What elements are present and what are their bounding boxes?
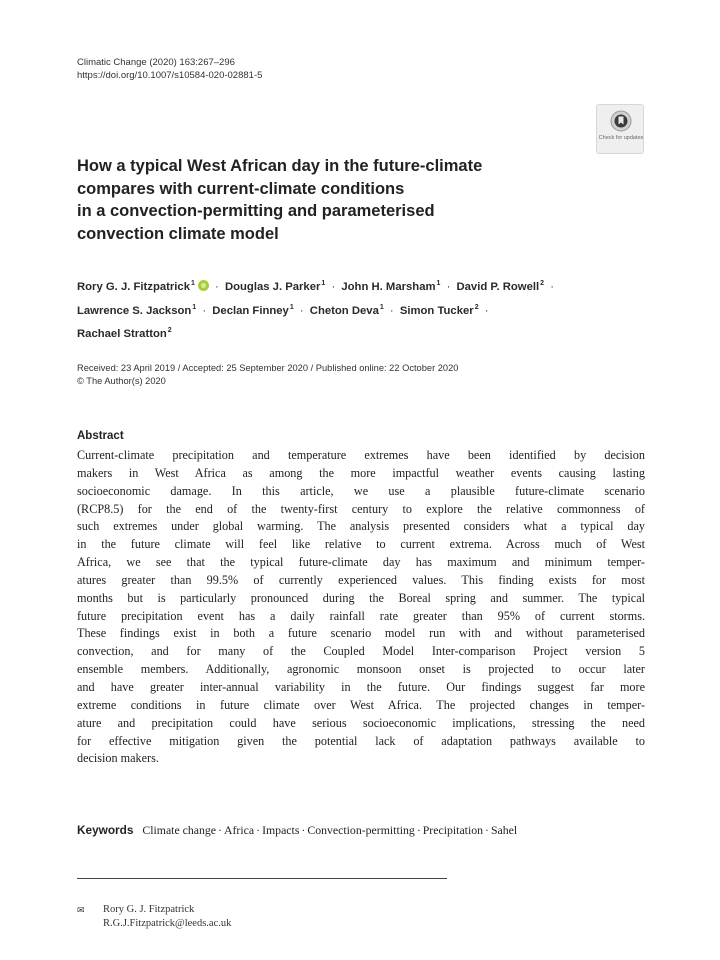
orcid-icon[interactable] [198,280,209,291]
abstract-line: (RCP8.5) for the end of the twenty-first century to explore the relative commonness of [77,501,645,516]
author-separator: · [331,281,336,293]
author-line [77,298,667,322]
corresponding-author-footnote [77,903,477,931]
affiliation-mark: 1 [289,303,294,311]
abstract-line: ensemble members. Additionally, agronomic monsoon onset is projected to occur later [77,662,645,677]
footnote-divider [77,878,447,879]
keyword-separator: · [218,823,222,837]
affiliation-mark: 2 [474,303,479,311]
author-separator: · [446,281,451,293]
keyword-separator: · [301,823,306,837]
corresponding-author-email[interactable]: R.G.J.Fitzpatrick@leeds.ac.uk [103,918,232,929]
abstract-line: such extremes under global warming. The analysis presented considers what a typical day [77,519,645,534]
author-name[interactable]: Rory G. J. Fitzpatrick [77,281,190,293]
affiliation-mark: 2 [167,327,172,334]
keyword-separator: · [256,823,261,837]
footnote-body [103,903,477,931]
bookmark-check-icon [610,110,632,132]
abstract-line: Africa, we see that the typical future-climate day has maximum and minimum temper- [77,555,645,570]
abstract-line: convection, and for many of the Coupled Model Inter-comparison Project version 5 [77,644,645,659]
abstract-heading: Abstract [77,430,124,442]
check-for-updates-label: Check for updates [598,135,644,141]
affiliation-mark: 1 [436,280,441,287]
abstract-line: for effective mitigation given the potential lack of adaptation pathways available to [77,733,645,748]
affiliation-mark: 1 [379,303,384,311]
title-line: in a convection-permitting and parameterised [77,202,435,220]
author-line [77,321,667,345]
keyword-separator: · [485,823,489,837]
abstract-line: in the future climate will feel like relative to current extrema. Across much of West [77,537,645,552]
keyword[interactable]: Sahel [490,823,518,837]
title-line: compares with current-climate conditions [77,179,405,198]
author-name[interactable]: David P. Rowell [456,281,540,293]
abstract-line: ature and precipitation could have serious socioeconomic implications, stressing the need [77,715,645,730]
keyword[interactable]: Climate change [142,823,217,837]
keyword[interactable]: Precipitation [422,823,484,837]
author-separator: · [550,281,554,293]
author-name[interactable]: Lawrence S. Jackson [77,304,192,317]
envelope-icon: ✉ [77,905,85,915]
keyword[interactable]: Africa [223,823,255,837]
author-name[interactable]: Cheton Deva [309,304,379,317]
affiliation-mark: 1 [192,303,197,311]
keyword[interactable]: Impacts [262,823,300,837]
abstract-line: extreme conditions in future climate over West Africa. The projected changes in temper- [77,697,645,712]
abstract-line: socioeconomic damage. In this article, we use a plausible future-climate scenario [77,483,645,498]
author-name[interactable]: Douglas J. Parker [224,281,321,293]
title-line: convection climate model [77,224,279,243]
author-separator: · [299,304,304,317]
keyword-separator: · [416,823,421,837]
check-for-updates-button[interactable] [596,104,644,154]
abstract-body [77,447,645,768]
author-separator: · [484,304,489,317]
title-line: How a typical West African day in the future-climate [77,157,483,175]
abstract-line: and have greater inter-annual variability in the future. Our findings suggest far more [77,679,645,694]
author-separator: · [202,304,207,317]
author-name[interactable]: Declan Finney [212,304,289,317]
article-title [77,155,557,245]
journal-header [77,56,477,82]
author-separator: · [389,304,394,317]
author-name[interactable]: Simon Tucker [399,304,474,317]
journal-citation: Climatic Change (2020) 163:267–296 [77,57,235,68]
abstract-line: decision makers. [77,751,159,766]
abstract-line: These findings exist in both a future scenario model run with and without parameterised [77,626,645,641]
abstract-line: atures greater than 99.5% of currently experienced values. This finding exists for most [77,572,645,587]
author-list [77,274,667,345]
abstract-line: months but is particularly pronounced during the Boreal spring and summer. The typical [77,590,645,605]
affiliation-mark: 2 [540,280,545,287]
author-name[interactable]: John H. Marsham [341,281,436,293]
author-line [77,274,667,298]
corresponding-author-name: Rory G. J. Fitzpatrick [103,904,195,915]
keyword[interactable]: Convection-permitting [307,823,415,837]
copyright-notice: © The Author(s) 2020 [77,376,166,386]
author-separator: · [215,281,219,293]
author-name[interactable]: Rachael Stratton [77,328,167,340]
publication-dates [77,362,637,388]
keywords-label: Keywords [77,823,134,837]
abstract-line: future precipitation event has a daily rainfall rate greater than 95% of current storms. [77,608,645,623]
doi-link[interactable]: https://doi.org/10.1007/s10584-020-02881-5 [77,70,263,81]
abstract-line: Current-climate precipitation and temperature extremes have been identified by decision [77,448,645,462]
keywords [77,823,657,838]
publication-history: Received: 23 April 2019 / Accepted: 25 September 2020 / Published online: 22 October 2020 [77,363,459,373]
affiliation-mark: 1 [191,280,195,287]
affiliation-mark: 1 [321,280,326,287]
abstract-line: makers in West Africa as among the more impactful weather events causing lasting [77,465,645,480]
